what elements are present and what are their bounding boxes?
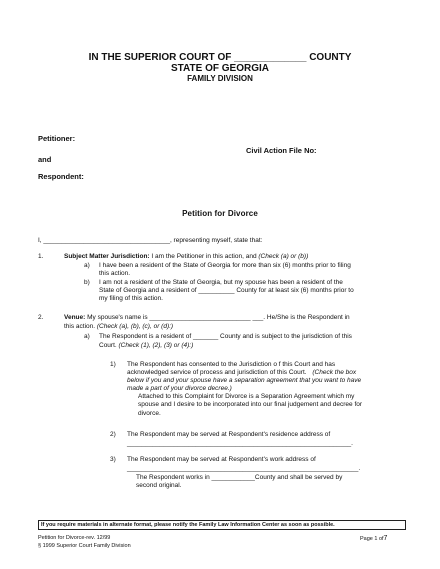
footer-page-number bbox=[360, 535, 387, 543]
alternate-format-notice: If you require materials in alternate format, please notify the Family Law Information Center as soon as possible. bbox=[38, 520, 406, 530]
civil-action-label: Civil Action File No: bbox=[246, 146, 317, 155]
item3-number: 3) bbox=[110, 456, 116, 463]
section1-text: I am the Petitioner in this action, and bbox=[151, 253, 257, 260]
section2-a-label: a) bbox=[84, 333, 90, 340]
intro-line: I, ___________________________________, representing myself, state that: bbox=[38, 237, 263, 244]
page-prefix: Page 1 of bbox=[360, 536, 384, 542]
section1-a-line1: I have been a resident of the State of Georgia for more than six (6) months prior to filing bbox=[99, 262, 351, 269]
item3-line3: The Respondent works in ____________County and shall be served by bbox=[136, 474, 343, 481]
item3-line2: ________________________________________________________________. bbox=[127, 465, 361, 472]
respondent-label: Respondent: bbox=[38, 172, 84, 181]
item1-line4: made a part of your divorce decree.) bbox=[127, 385, 232, 392]
and-label: and bbox=[38, 155, 52, 164]
section1-number: 1. bbox=[38, 253, 44, 260]
petitioner-label: Petitioner: bbox=[38, 134, 76, 143]
document-title: Petition for Divorce bbox=[182, 209, 258, 218]
item1-line2-check: (Check the box bbox=[312, 369, 357, 376]
section1-check: (Check (a) or (b)) bbox=[258, 253, 309, 260]
item1-line1: The Respondent has consented to the Jurisdiction o f this Court and has bbox=[127, 361, 336, 368]
division-line: FAMILY DIVISION bbox=[187, 74, 253, 83]
section2-a-line2 bbox=[99, 342, 193, 350]
section2-a-line1: The Respondent is a resident of _______ County and is subject to the jurisdiction of this bbox=[99, 333, 352, 340]
section2-line2-check: (Check (a), (b), (c), or (d):) bbox=[96, 323, 174, 330]
item1-line7: divorce. bbox=[138, 410, 161, 417]
section2-a-line2-check: (Check (1), (2), (3) or (4):) bbox=[118, 342, 194, 349]
section1-b-line3: my filing of this action. bbox=[99, 295, 163, 302]
court-name-line: IN THE SUPERIOR COURT OF _____________ COUNTY bbox=[88, 52, 352, 63]
section2-line1-text: My spouse's name is ____________________________ ___. He/She is the Respondent in bbox=[87, 314, 350, 321]
item1-line2 bbox=[127, 369, 356, 377]
section2-line2 bbox=[64, 323, 173, 331]
item1-number: 1) bbox=[110, 361, 116, 368]
section2-a-line2-text: Court. bbox=[99, 342, 117, 349]
section1-line1 bbox=[64, 253, 308, 261]
item3-line4: second original. bbox=[136, 482, 182, 489]
footer-form-rev: Petition for Divorce-rev. 12/99 bbox=[38, 535, 111, 541]
section2-line1 bbox=[64, 314, 350, 322]
item3-line1: The Respondent may be served at Respondent's work address of bbox=[127, 456, 316, 463]
section1-heading: Subject Matter Jurisdiction: bbox=[64, 253, 150, 260]
item2-line2: ______________________________________________________________. bbox=[127, 440, 353, 447]
section2-line2-text: this action. bbox=[64, 323, 96, 330]
section1-b-label: b) bbox=[84, 279, 90, 286]
section2-number: 2. bbox=[38, 314, 44, 321]
section2-heading: Venue: bbox=[64, 314, 86, 321]
page-total: 7 bbox=[383, 535, 388, 542]
section1-a-line2: this action. bbox=[99, 270, 131, 277]
item2-line1: The Respondent may be served at Respondent's residence address of bbox=[127, 431, 331, 438]
item1-line3: below if you and your spouse have a separation agreement that you want to have bbox=[127, 377, 362, 384]
section1-b-line2: State of Georgia and a resident of __________ County for at least six (6) months prior to bbox=[99, 287, 354, 294]
section1-a-label: a) bbox=[84, 262, 90, 269]
item1-line5: Attached to this Complaint for Divorce is a Separation Agreement which my bbox=[138, 393, 355, 400]
item2-number: 2) bbox=[110, 431, 116, 438]
item1-line6: spouse and I desire to be incorporated into our final judgement and decree for bbox=[138, 401, 363, 408]
state-line: STATE OF GEORGIA bbox=[171, 63, 269, 74]
item1-line2-text: acknowledged service of process and jurisdiction of this Court. bbox=[127, 369, 307, 376]
footer-copyright: § 1999 Superior Court Family Division bbox=[38, 543, 131, 549]
section1-b-line1: I am not a resident of the State of Georgia, but my spouse has been a resident of the bbox=[99, 279, 343, 286]
